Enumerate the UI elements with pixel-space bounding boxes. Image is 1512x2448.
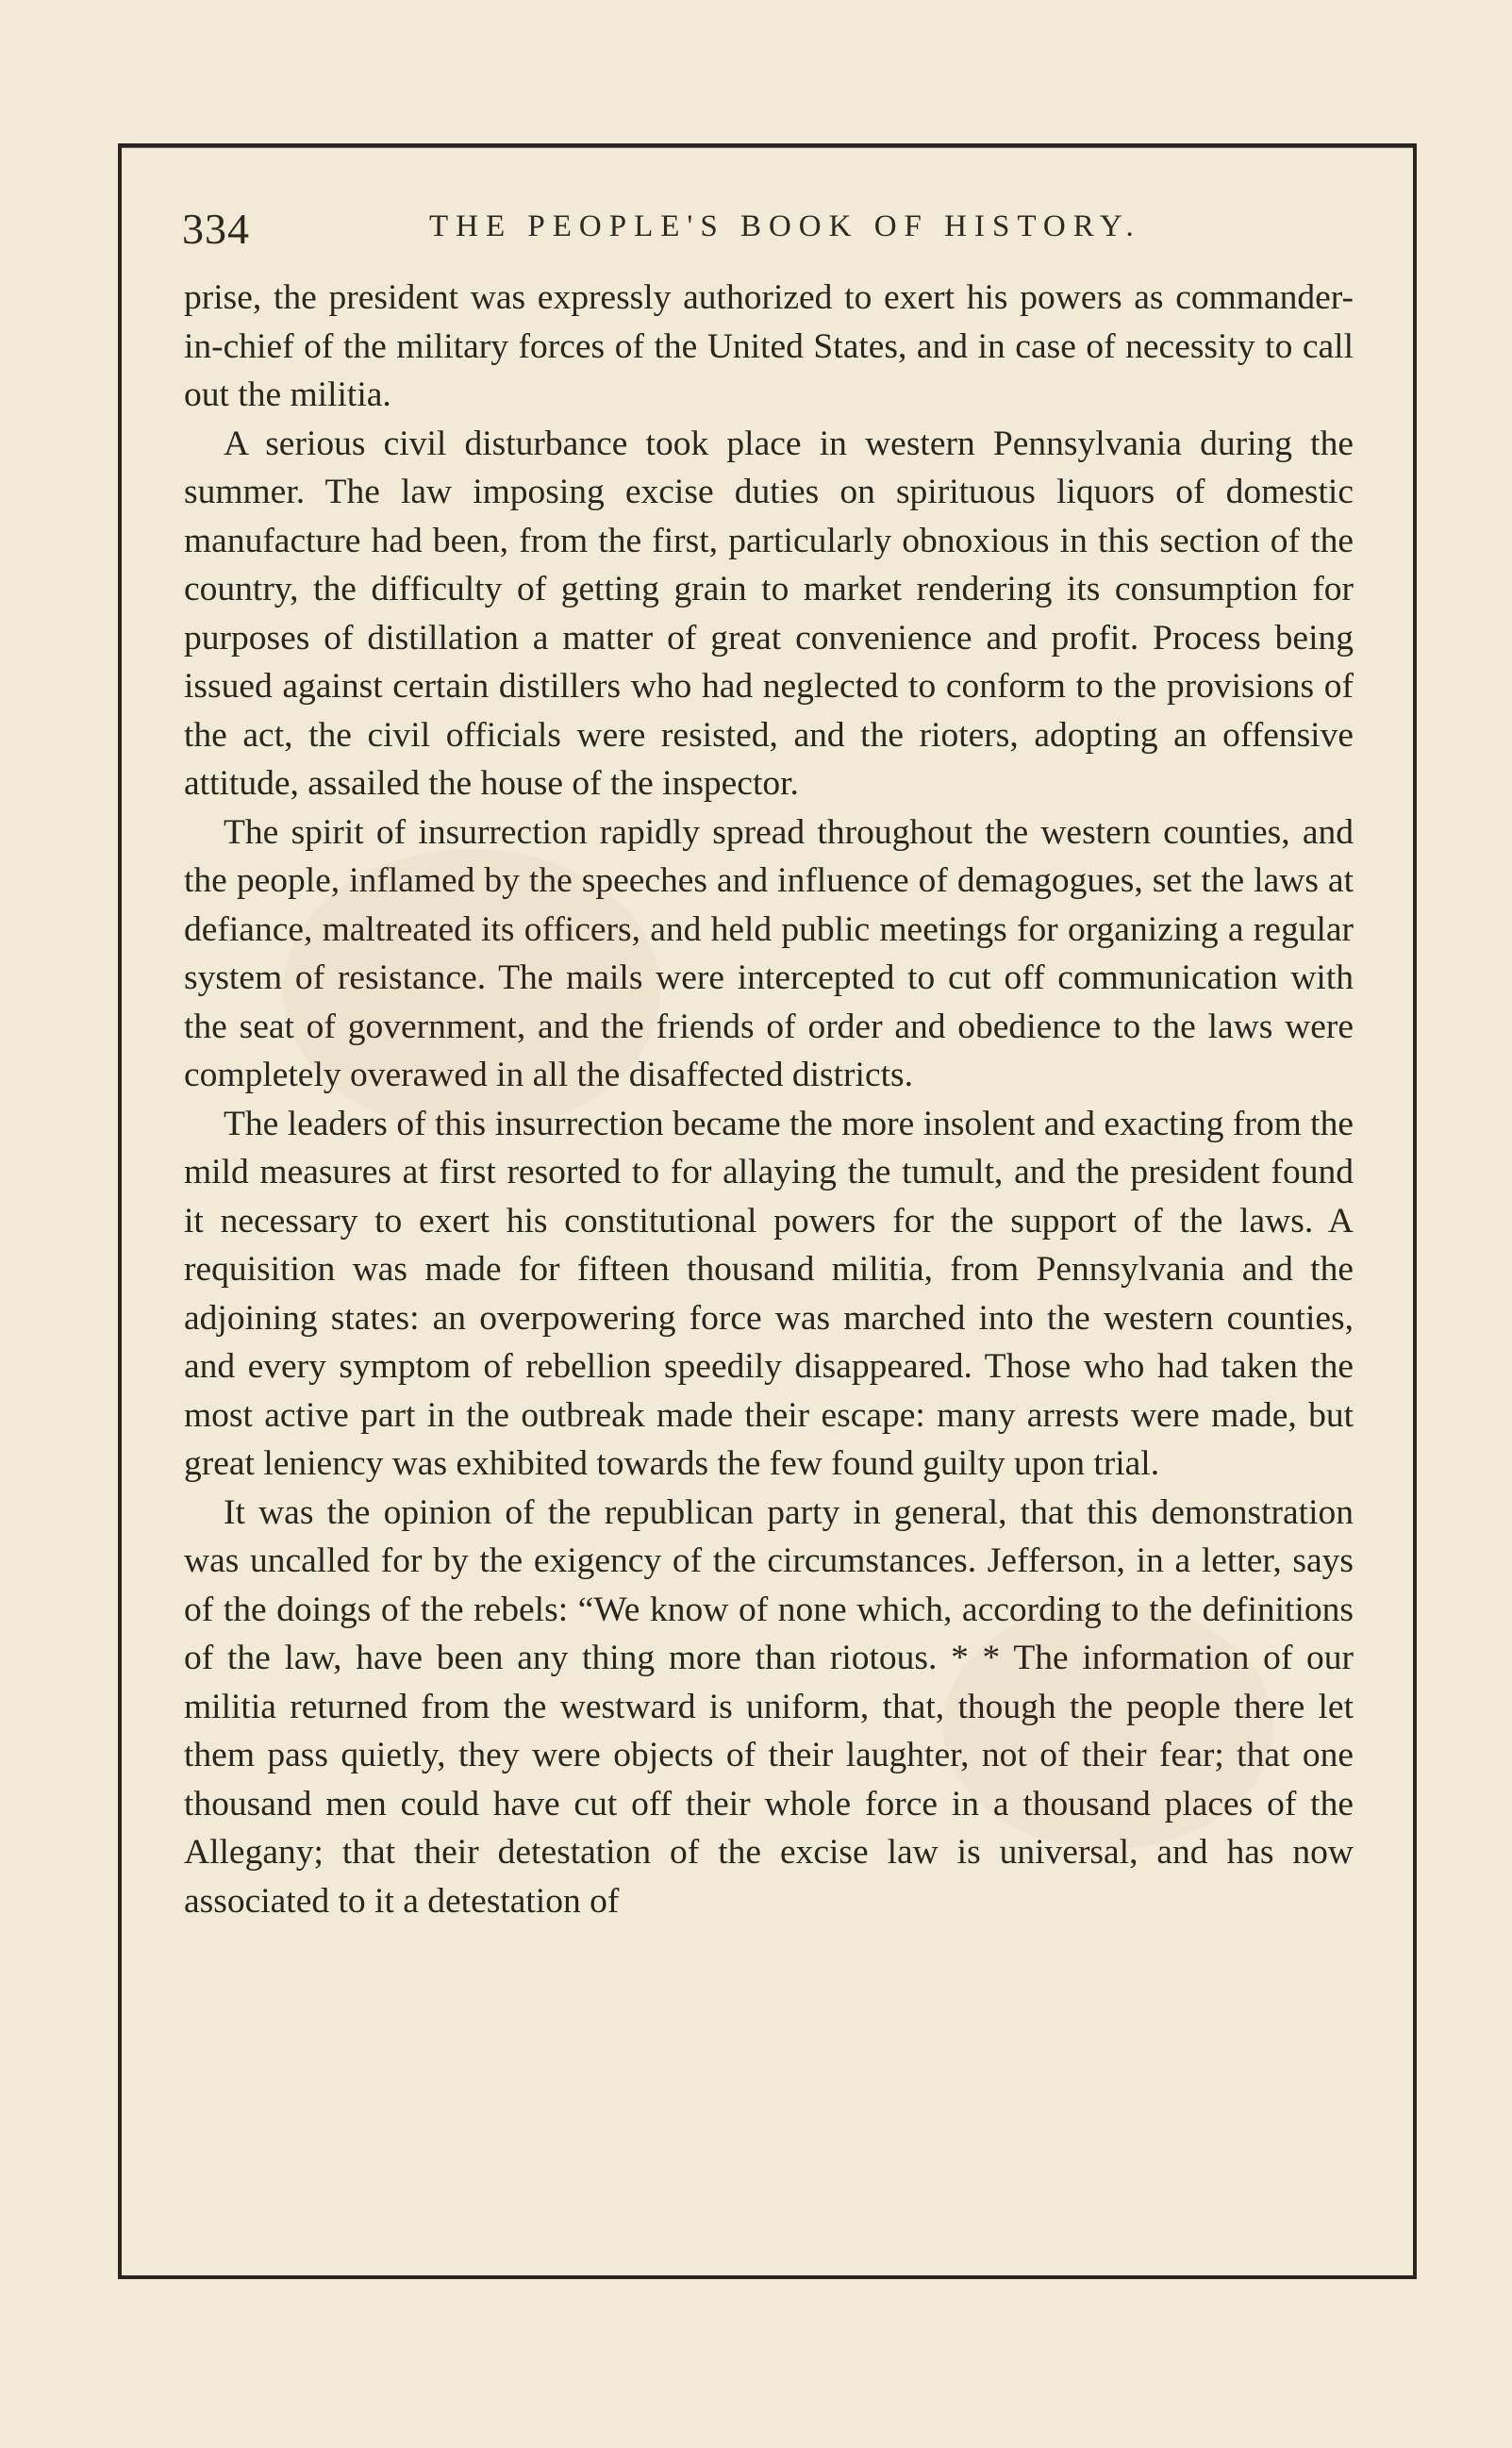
body-text	[184, 274, 1354, 1925]
paragraph-4: The leaders of this insurrection became the more insolent and exacting from the mild measures at first resorted to for allaying the tumult, and the president found it necessary to exert his constitutional powers for the support of the laws. A requisition was made for fifteen thousand militia, from Pennsylvania and the adjoining states: an overpowering force was marched into the western counties, and every symptom of rebellion speedily disappeared. Those who had taken the most active part in the outbreak made their escape: many arrests were made, but great leniency was exhibited towards the few found guilty upon trial.	[184, 1104, 1354, 1483]
running-title: THE PEOPLE'S BOOK OF HISTORY.	[429, 209, 1141, 243]
running-header	[182, 196, 1361, 262]
paragraph-5: It was the opinion of the republican party in general, that this demonstration was uncalled for by the exigency of the circumstances. Jefferson, in a letter, says of the doings of the rebels: “We know of none which, according to the definitions of the law, have been any thing more than riotous. * * The information of our militia returned from the westward is uniform, that, though the people there let them pass quietly, they were objects of their laughter, not of their fear; that one thousand men could have cut off their whole force in a thousand places of the Allegany; that their detestation of the excise law is universal, and has now associated to it a detestation of	[184, 1492, 1354, 1921]
paragraph-3: The spirit of insurrection rapidly spread throughout the western counties, and the people, inflamed by the speeches and influence of demagogues, set the laws at defiance, maltreated its officers, and held public meetings for organizing a regular system of resistance. The mails were intercepted to cut off communication with the seat of government, and the friends of order and obedience to the laws were completely overawed in all the disaffected districts.	[184, 812, 1354, 1094]
paragraph-2: A serious civil disturbance took place in western Pennsylvania during the summer. The law imposing excise duties on spirituous liquors of domestic manufacture had been, from the first, particularly obnoxious in this section of the country, the difficulty of getting grain to market rendering its consumption for purposes of distillation a matter of great convenience and profit. Process being issued against certain distillers who had neglected to conform to the provisions of the act, the civil officials were resisted, and the rioters, adopting an offensive attitude, assailed the house of the inspector.	[184, 424, 1354, 803]
page-number: 334	[182, 205, 250, 253]
paragraph-1: prise, the president was expressly authorized to exert his powers as commander-in-chief of the military forces of the United States, and in case of necessity to call out the militia.	[184, 278, 1354, 414]
